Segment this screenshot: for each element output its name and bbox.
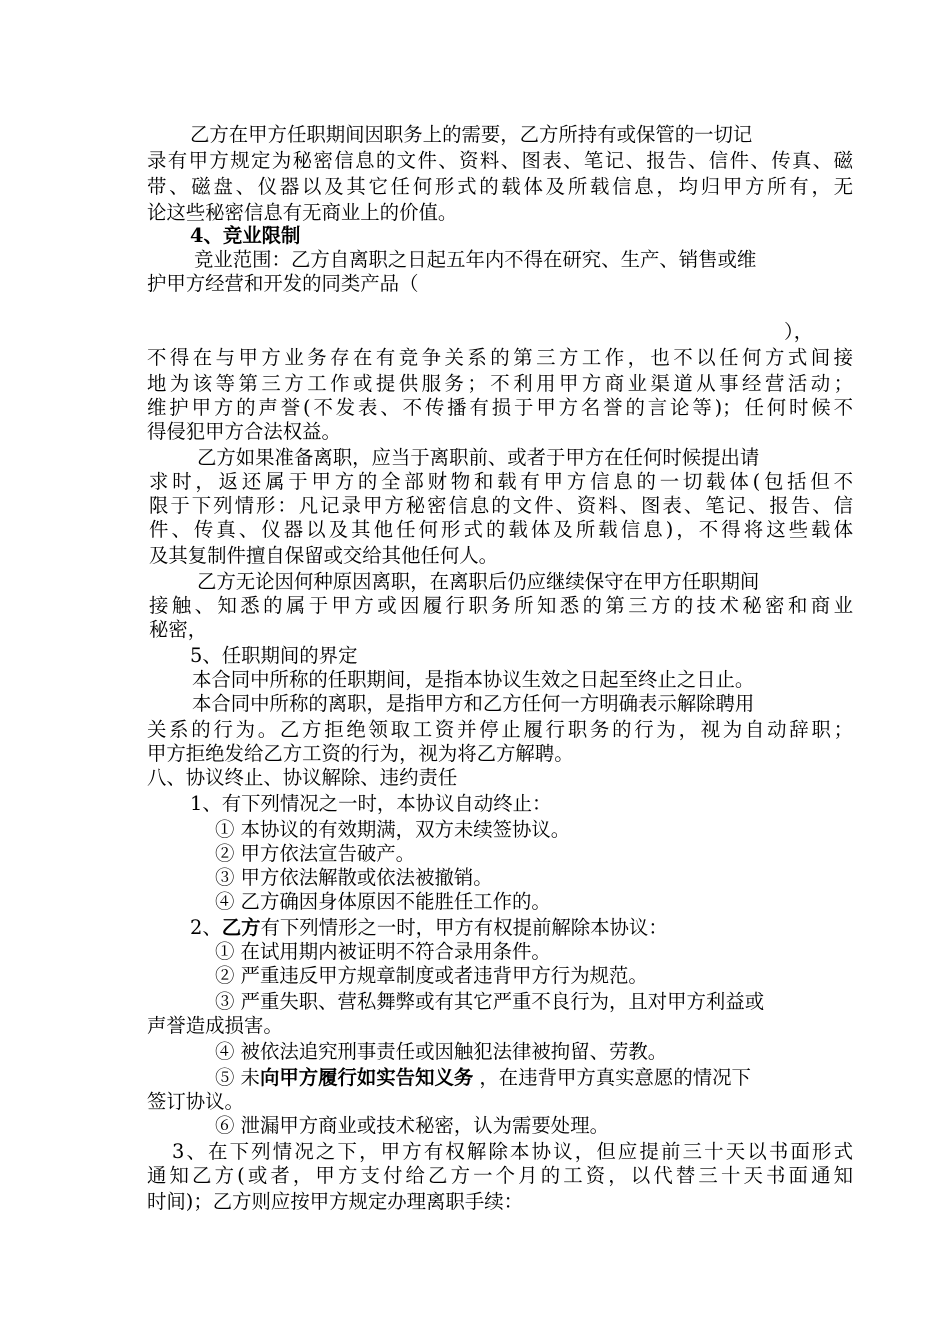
text-line: 论这些秘密信息有无商业上的价值。 [147, 201, 458, 224]
text-line: 带、磁盘、仪器以及其它任何形式的载体及所载信息，均归甲方所有，无 [147, 175, 853, 198]
text-line: 乙方如果准备离职，应当于离职前、或者于甲方在任何时候提出请 [197, 446, 760, 469]
list-item: ② 严重违反甲方规章制度或者违背甲方行为规范。 [215, 964, 648, 987]
text-line: 件、传真、仪器以及其他任何形式的载体及所载信息)，不得将这些载体 [149, 518, 853, 541]
text-line: 乙方无论因何种原因离职，在离职后仍应继续保守在甲方任职期间 [197, 570, 760, 593]
text-line: 本合同中所称的离职，是指甲方和乙方任何一方明确表示解除聘用 [192, 692, 755, 715]
text-line: ）， [784, 320, 814, 343]
text-line: 竞业范围：乙方自离职之日起五年内不得在研究、生产、销售或维 [194, 248, 757, 271]
list-item: ⑥ 泄漏甲方商业或技术秘密，认为需要处理。 [215, 1114, 609, 1137]
bold-text: 乙方 [221, 916, 261, 939]
text-line: 护甲方经营和开发的同类产品（ [147, 272, 419, 295]
list-item: ① 在试用期内被证明不符合录用条件。 [215, 940, 551, 963]
list-item: ④ 乙方确因身体原因不能胜任工作的。 [215, 890, 551, 913]
text-line: 接触、知悉的属于甲方或因履行职务所知悉的第三方的技术秘密和商业 [149, 594, 853, 617]
list-item: ③ 甲方依法解散或依法被撤销。 [215, 866, 493, 889]
text-line: 求时，返还属于甲方的全部财物和载有甲方信息的一切载体(包括但不 [149, 470, 853, 493]
section-heading: 5、任职期间的界定 [190, 644, 358, 667]
text-line: 甲方拒绝发给乙方工资的行为，视为将乙方解聘。 [147, 742, 574, 765]
text-line: 得侵犯甲方合法权益。 [147, 420, 341, 443]
text-line: 签订协议。 [147, 1090, 244, 1113]
list-item [215, 1066, 751, 1090]
text-line: 通知乙方(或者，甲方支付给乙方一个月的工资，以代替三十天书面通知 [147, 1164, 853, 1187]
section-heading: 4、竞业限制 [190, 224, 301, 247]
text-line: 地为该等第三方工作或提供服务；不利用甲方商业渠道从事经营活动； [147, 372, 853, 395]
text-line: 本合同中所称的任职期间，是指本协议生效之日起至终止之日止。 [192, 668, 755, 691]
text-line [190, 916, 668, 940]
text-line: 声誉造成损害。 [147, 1014, 283, 1037]
text-run: ⑤ 未 [215, 1066, 260, 1089]
text-line: 录有甲方规定为秘密信息的文件、资料、图表、笔记、报告、信件、传真、磁 [147, 149, 853, 172]
text-run: 2、 [190, 916, 222, 939]
section-heading: 八、协议终止、协议解除、违约责任 [147, 766, 458, 789]
text-line: 维护甲方的声誉(不发表、不传播有损于甲方名誉的言论等)；任何时候不 [147, 396, 853, 419]
text-line: 时间)；乙方则应按甲方规定办理离职手续： [147, 1190, 523, 1213]
text-line: 关系的行为。乙方拒绝领取工资并停止履行职务的行为，视为自动辞职； [147, 718, 853, 741]
text-run: 有下列情形之一时，甲方有权提前解除本协议： [260, 916, 668, 939]
bold-text: 向甲方履行如实告知义务 [259, 1066, 474, 1089]
text-line: 1、有下列情况之一时，本协议自动终止： [190, 792, 552, 815]
list-item: ③ 严重失职、营私舞弊或有其它严重不良行为，且对甲方利益或 [215, 990, 765, 1013]
list-item: ④ 被依法追究刑事责任或因触犯法律被拘留、劳教。 [215, 1040, 668, 1063]
text-line: 秘密， [149, 618, 208, 641]
text-line: 3、在下列情况之下，甲方有权解除本协议，但应提前三十天以书面形式 [172, 1140, 853, 1163]
list-item: ① 本协议的有效期满，双方未续签协议。 [215, 818, 571, 841]
list-item: ② 甲方依法宣告破产。 [215, 842, 416, 865]
text-line: 不得在与甲方业务存在有竞争关系的第三方工作，也不以任何方式间接 [147, 346, 853, 369]
text-run: ，在违背甲方真实意愿的情况下 [473, 1066, 751, 1089]
text-line: 乙方在甲方任职期间因职务上的需要，乙方所持有或保管的一切记 [190, 123, 753, 146]
text-line: 限于下列情形：凡记录甲方秘密信息的文件、资料、图表、笔记、报告、信 [149, 494, 853, 517]
text-line: 及其复制件擅自保留或交给其他任何人。 [149, 544, 499, 567]
